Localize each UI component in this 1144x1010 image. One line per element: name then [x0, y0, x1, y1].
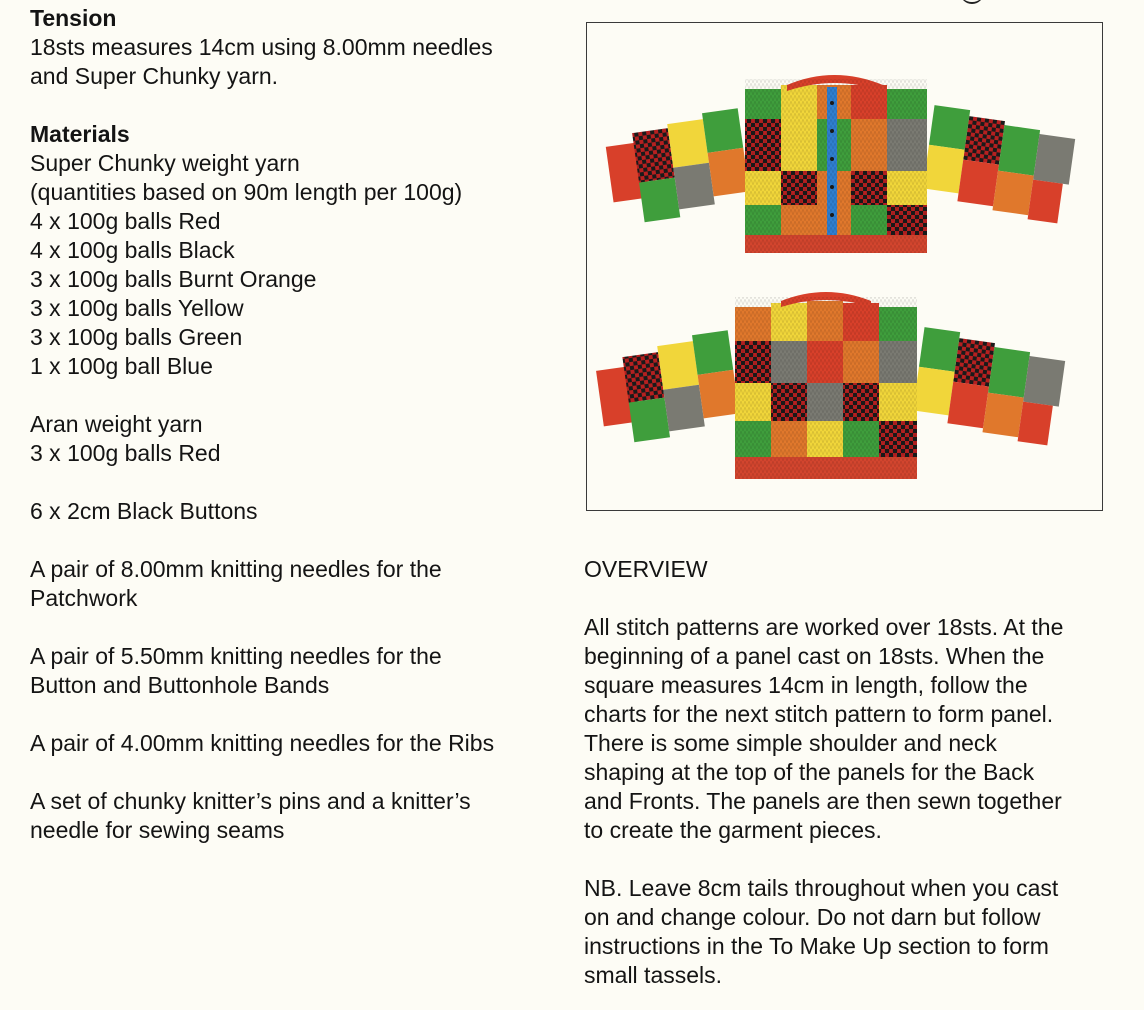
overview-paragraph [584, 613, 1124, 845]
material-line: A pair of 4.00mm knitting needles for the Ribs [30, 730, 495, 756]
material-line: Super Chunky weight yarn [30, 150, 300, 176]
overview-line: charts for the next stitch pattern to form panel. [584, 701, 1054, 727]
material-line: 6 x 2cm Black Buttons [30, 498, 258, 524]
material-line: A set of chunky knitter’s pins and a knitter’s [30, 788, 471, 814]
materials-column [30, 4, 560, 845]
overview-line: shaping at the top of the panels for the Back [584, 759, 1035, 785]
overview-heading: OVERVIEW [584, 556, 708, 582]
material-line: 3 x 100g balls Red [30, 440, 221, 466]
material-line: 4 x 100g balls Black [30, 237, 235, 263]
overview-line: to create the garment pieces. [584, 817, 882, 843]
nb-line: instructions in the To Make Up section to form [584, 933, 1049, 959]
material-line: 3 x 100g balls Yellow [30, 295, 244, 321]
tension-line: and Super Chunky yarn. [30, 63, 279, 89]
tension-heading: Tension [30, 5, 117, 31]
overview-line: and Fronts. The panels are then sewn together [584, 788, 1062, 814]
overview-line: All stitch patterns are worked over 18sts. At the [584, 614, 1064, 640]
cardigan-drawings [587, 23, 1101, 509]
garment-illustration [586, 22, 1103, 511]
material-line: 3 x 100g balls Green [30, 324, 243, 350]
materials-heading: Materials [30, 121, 130, 147]
material-line: Patchwork [30, 585, 138, 611]
material-line: Aran weight yarn [30, 411, 203, 437]
overview-line: square measures 14cm in length, follow the [584, 672, 1028, 698]
material-line: needle for sewing seams [30, 817, 285, 843]
material-line: A pair of 8.00mm knitting needles for the [30, 556, 442, 582]
material-line: 4 x 100g balls Red [30, 208, 221, 234]
nb-paragraph [584, 874, 1124, 990]
material-line: 3 x 100g balls Burnt Orange [30, 266, 317, 292]
nb-line: on and change colour. Do not darn but follow [584, 904, 1041, 930]
material-line: Button and Buttonhole Bands [30, 672, 330, 698]
tension-line: 18sts measures 14cm using 8.00mm needles [30, 34, 493, 60]
cardigan-front [603, 75, 1077, 253]
nb-line: small tassels. [584, 962, 723, 988]
material-line: 1 x 100g ball Blue [30, 353, 213, 379]
overview-line: beginning of a panel cast on 18sts. When the [584, 643, 1045, 669]
nb-line: NB. Leave 8cm tails throughout when you cast [584, 875, 1059, 901]
cropped-glyph [960, 0, 984, 4]
overview-line: There is some simple shoulder and neck [584, 730, 997, 756]
material-line: A pair of 5.50mm knitting needles for the [30, 643, 442, 669]
material-line: (quantities based on 90m length per 100g) [30, 179, 463, 205]
cardigan-back [593, 292, 1067, 479]
